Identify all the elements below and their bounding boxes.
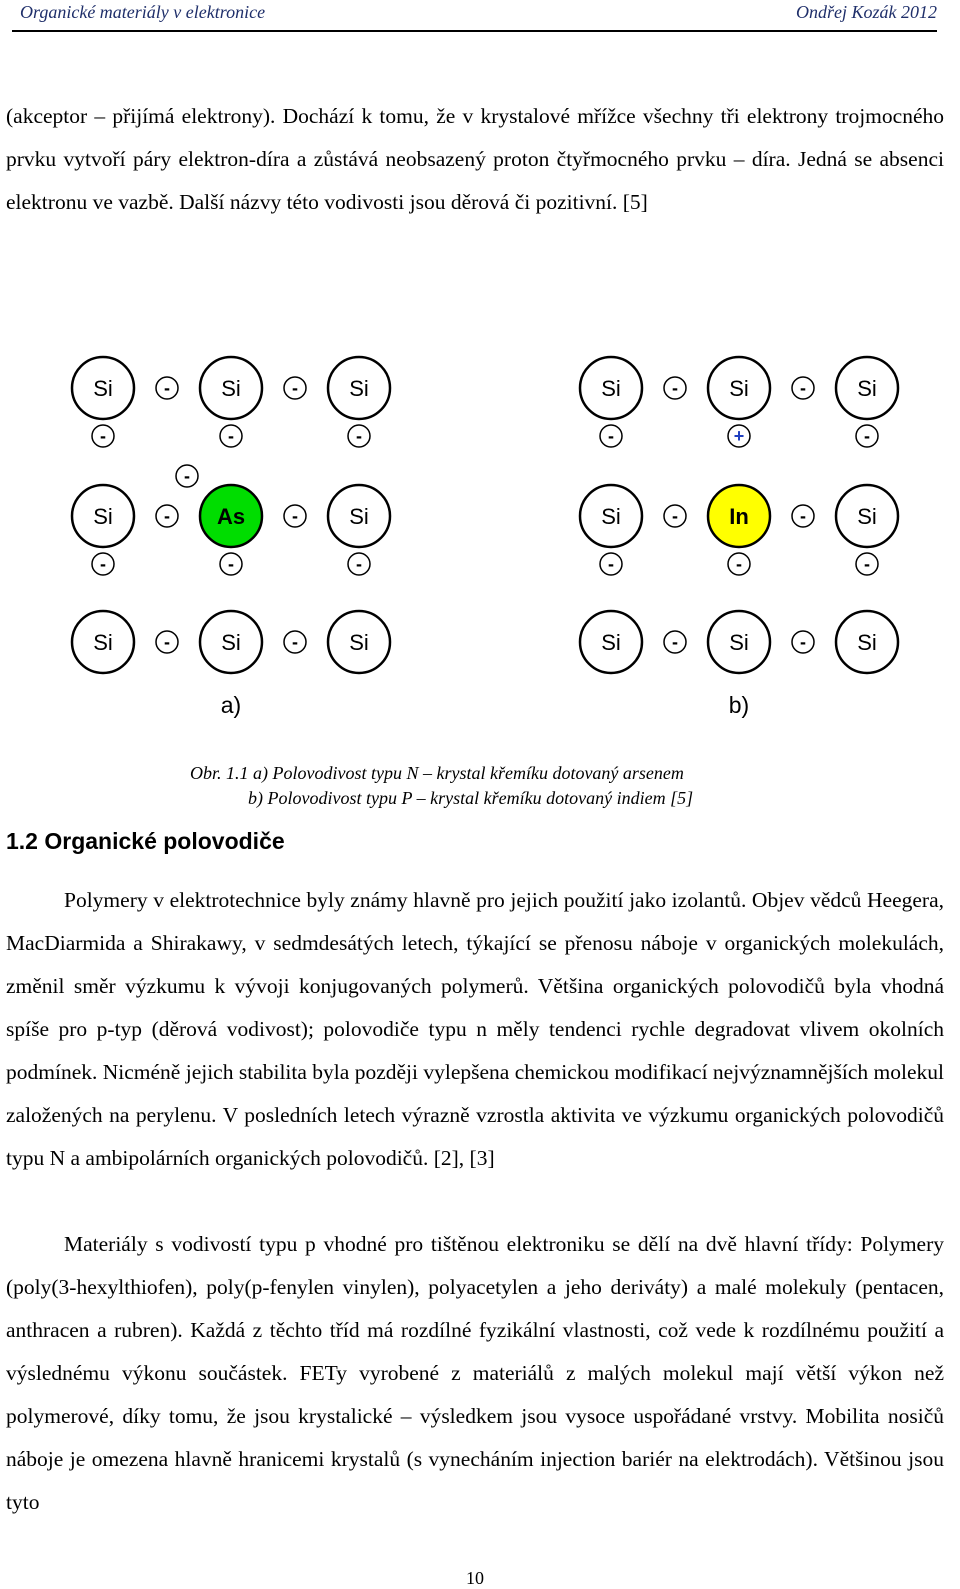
electron-sign: -	[672, 378, 678, 398]
electron-sign: -	[184, 466, 190, 486]
electron-sign: -	[608, 426, 614, 446]
page-number: 10	[466, 1568, 484, 1588]
si-atom-label: Si	[221, 376, 241, 401]
electron-sign: -	[672, 632, 678, 652]
lattice-n-type	[72, 357, 390, 673]
si-atom-label: Si	[601, 630, 621, 655]
si-atom-label: Si	[93, 630, 113, 655]
si-atom-label: Si	[857, 630, 877, 655]
si-atom-label: Si	[349, 504, 369, 529]
section-paragraph-1: Polymery v elektrotechnice byly známy hlavně pro jejich použití jako izolantů. Objev vědců Heegera, MacDiarmida a Shirakawy, v sedmdesátých letech, týkající se přenosu náboje v organických molekulách, změnil směr výzkumu k vývoji konjugovaných polymerů. Většina organických polovodičů byla vhodná spíše pro p-typ (děrová vodivost); polovodiče typu n měly tendenci rychle degradovat vlivem okolních podmínek. Nicméně jejich stabilita byla později vylepšena chemickou modifikací nejvýznamnějších molekul založených na perylenu. V posledních letech výrazně vzrostla aktivita ve výzkumu organických polovodičů typu N a ambipolárních organických polovodičů. [2], [3]	[6, 888, 944, 1170]
page-header	[12, 0, 937, 32]
si-atom-label: Si	[93, 376, 113, 401]
si-atom-label: Si	[729, 630, 749, 655]
si-atom-label: Si	[857, 504, 877, 529]
crystal-lattice-figure	[0, 340, 960, 740]
electron-sign: -	[228, 554, 234, 574]
figure-caption-line1: Obr. 1.1 a) Polovodivost typu N – krystal křemíku dotovaný arsenem	[190, 763, 684, 783]
section-paragraph-2: Materiály s vodivostí typu p vhodné pro tištěnou elektroniku se dělí na dvě hlavní třídy: Polymery (poly(3-hexylthiofen), poly(p-fenylen vinylen), polyacetylen a jeho deriváty) a malé molekuly (pentacen, anthracen a rubren). Každá z těchto tříd má rozdílné fyzikální vlastnosti, což vede k rozdílnému použití a výslednému výkonu součástek. FETy vyrobené z materiálů z malých molekul mají větší výkon než polymerové, díky tomu, že jsou krystalické – výsledkem jsou vysoce uspořádané vrstvy. Mobilita nosičů náboje je omezena hlavně hranicemi krystalů (s vynecháním injection bariér na elektrodách). Většinou jsou tyto	[6, 1232, 944, 1514]
electron-sign: -	[228, 426, 234, 446]
electron-sign: -	[800, 378, 806, 398]
electron-sign: -	[672, 506, 678, 526]
electron-sign: -	[164, 378, 170, 398]
si-atom-label: Si	[857, 376, 877, 401]
figure-label-a: a)	[220, 692, 242, 718]
electron-sign: -	[164, 506, 170, 526]
si-atom-label: Si	[221, 630, 241, 655]
electron-sign: -	[164, 632, 170, 652]
si-atom-label: Si	[601, 376, 621, 401]
figure-label-b: b)	[728, 692, 750, 718]
header-title: Organické materiály v elektronice	[20, 2, 266, 22]
dopant-atom-label: In	[729, 504, 749, 529]
si-atom-label: Si	[729, 376, 749, 401]
electron-sign: -	[864, 426, 870, 446]
electron-sign: -	[292, 506, 298, 526]
electron-sign: -	[608, 554, 614, 574]
hole-sign: +	[733, 426, 745, 446]
intro-paragraph: (akceptor – přijímá elektrony). Dochází k tomu, že v krystalové mřížce všechny tři elektrony trojmocného prvku vytvoří páry elektron-díra a zůstává neobsazený proton čtyřmocného prvku – díra. Jedná se absenci elektronu ve vazbě. Další názvy této vodivosti jsou děrová či pozitivní. [5]	[6, 104, 944, 214]
si-atom-label: Si	[93, 504, 113, 529]
electron-sign: -	[800, 632, 806, 652]
electron-sign: -	[736, 554, 742, 574]
header-author: Ondřej Kozák 2012	[796, 2, 937, 22]
electron-sign: -	[292, 378, 298, 398]
lattice-p-type	[580, 357, 898, 673]
electron-sign: -	[356, 554, 362, 574]
si-atom-label: Si	[601, 504, 621, 529]
dopant-atom-label: As	[216, 504, 246, 529]
section-heading: 1.2 Organické polovodiče	[6, 828, 285, 854]
electron-sign: -	[800, 506, 806, 526]
electron-sign: -	[100, 426, 106, 446]
electron-sign: -	[292, 632, 298, 652]
si-atom-label: Si	[349, 630, 369, 655]
figure-caption-line2: b) Polovodivost typu P – krystal křemíku dotovaný indiem [5]	[248, 788, 694, 808]
electron-sign: -	[100, 554, 106, 574]
electron-sign: -	[864, 554, 870, 574]
si-atom-label: Si	[349, 376, 369, 401]
electron-sign: -	[356, 426, 362, 446]
